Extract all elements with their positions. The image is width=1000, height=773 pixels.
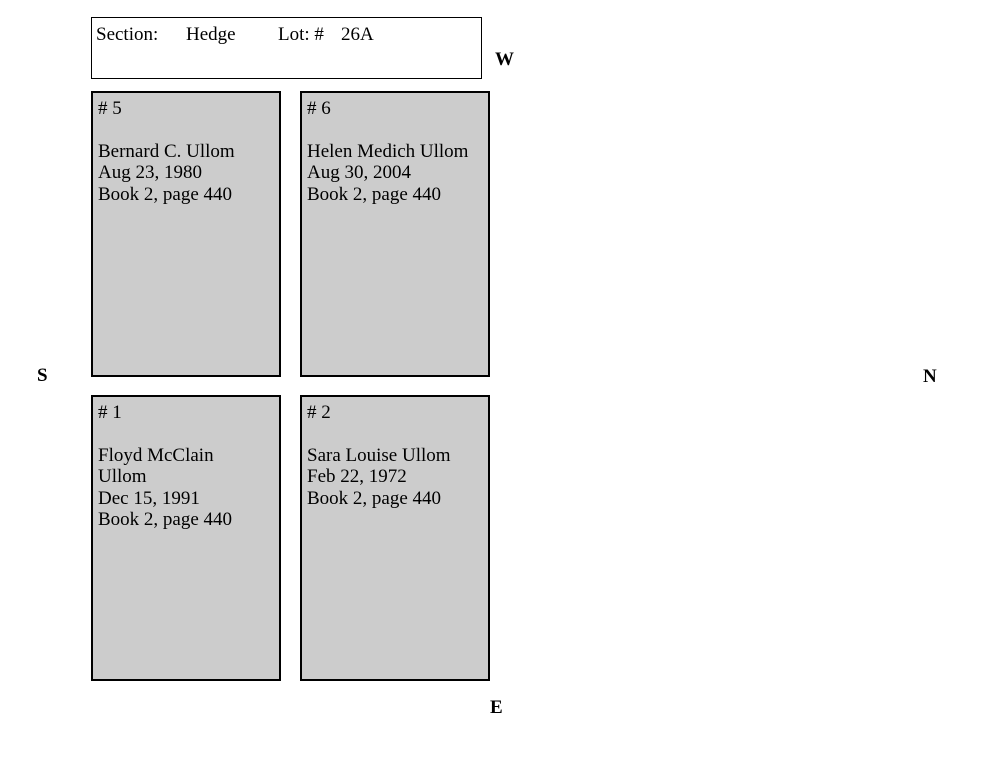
plot-name-first: Floyd McClain bbox=[98, 444, 214, 466]
plot-record: Book 2, page 440 bbox=[307, 487, 442, 509]
plot-number: # 2 bbox=[307, 402, 331, 423]
plot-name: Sara Louise Ullom bbox=[307, 444, 451, 466]
plot-date: Feb 22, 1972 bbox=[307, 466, 407, 487]
plot-date: Aug 30, 2004 bbox=[307, 162, 411, 183]
plot-5 bbox=[91, 91, 281, 377]
plot-6 bbox=[300, 91, 490, 377]
plot-record: Book 2, page 440 bbox=[98, 509, 233, 530]
plot-number: # 1 bbox=[98, 402, 122, 423]
plot-name: Bernard C. Ullom bbox=[98, 140, 235, 162]
lot-header-box bbox=[91, 17, 482, 79]
plot-number: # 6 bbox=[307, 98, 331, 119]
lot-value: 26A bbox=[341, 24, 374, 45]
section-label: Section: bbox=[96, 24, 159, 45]
compass-south: S bbox=[37, 365, 48, 386]
plot-2 bbox=[300, 395, 490, 681]
plot-name: Helen Medich Ullom bbox=[307, 140, 469, 162]
plot-date: Aug 23, 1980 bbox=[98, 162, 202, 183]
compass-north: N bbox=[923, 366, 937, 387]
section-value: Hedge bbox=[186, 24, 236, 45]
plot-name-last: Ullom bbox=[98, 466, 147, 487]
plot-1 bbox=[91, 395, 281, 681]
plot-record: Book 2, page 440 bbox=[307, 183, 442, 205]
plot-record: Book 2, page 440 bbox=[98, 183, 233, 205]
plot-date: Dec 15, 1991 bbox=[98, 487, 200, 509]
lot-label: Lot: # bbox=[278, 24, 324, 45]
plot-number: # 5 bbox=[98, 98, 122, 119]
compass-east: E bbox=[490, 697, 503, 718]
compass-west: W bbox=[495, 49, 514, 70]
